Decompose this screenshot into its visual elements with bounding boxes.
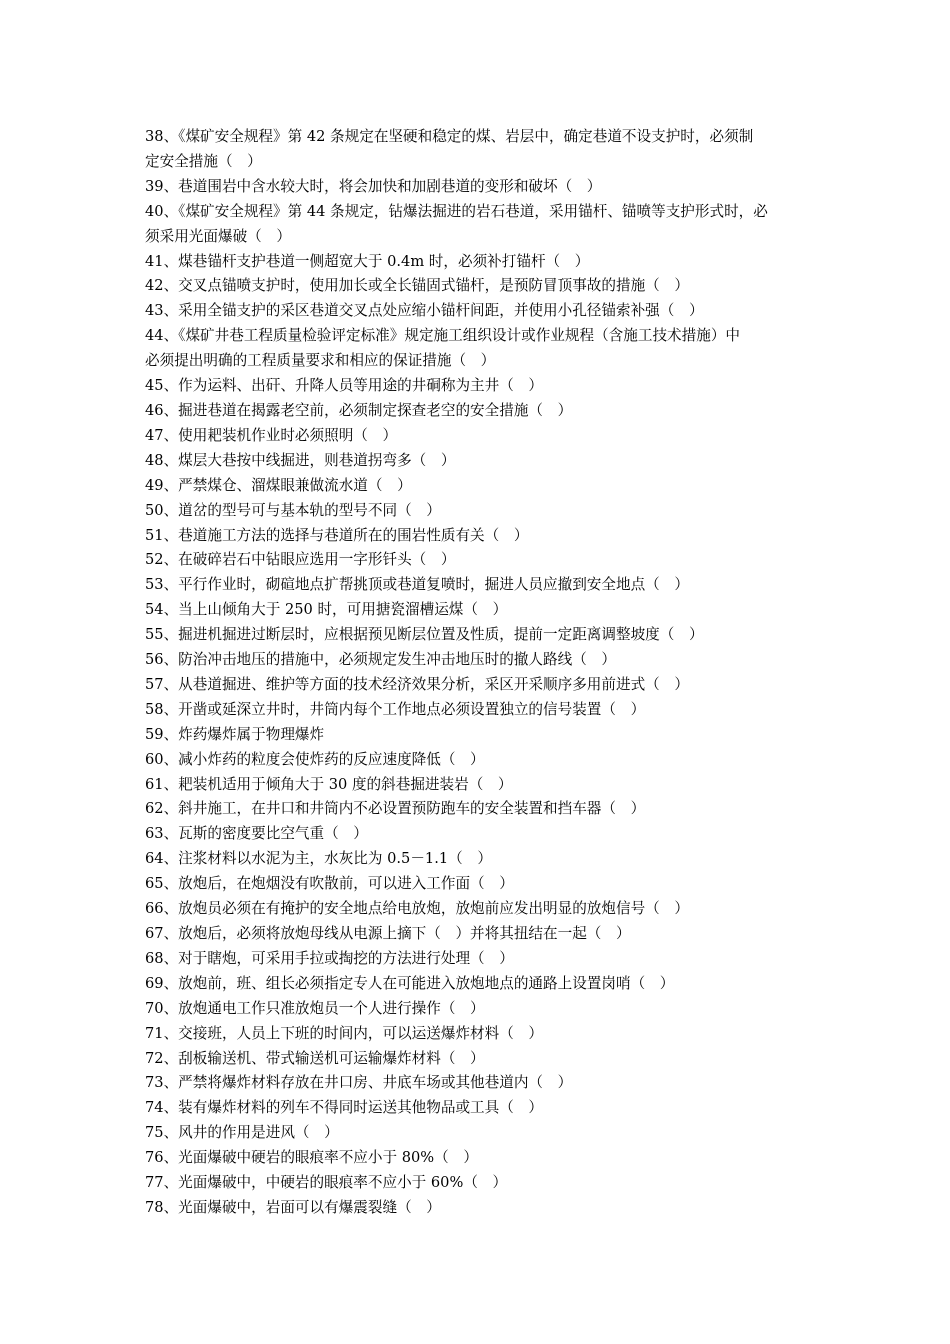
question-line: 43、采用全锚支护的采区巷道交叉点处应缩小锚杆间距，并使用小孔径锚索补强（ ） — [145, 302, 704, 320]
question-line: 57、从巷道掘进、维护等方面的技术经济效果分析，采区开采顺序多用前进式（ ） — [145, 675, 689, 693]
question-line: 67、放炮后，必须将放炮母线从电源上摘下（ ）并将其扭结在一起（ ） — [145, 925, 631, 942]
question-line: 77、光面爆破中，中硬岩的眼痕率不应小于 60%（ ） — [145, 1174, 508, 1192]
question-line: 64、注浆材料以水泥为主，水灰比为 0.5－1.1（ ） — [145, 850, 492, 868]
question-line: 48、煤层大巷按中线掘进，则巷道拐弯多（ ） — [145, 451, 456, 469]
question-line: 59、炸药爆炸属于物理爆炸 — [145, 725, 325, 743]
question-line: 74、装有爆炸材料的列车不得同时运送其他物品或工具（ ） — [145, 1099, 544, 1117]
question-line: 53、平行作业时，砌碹地点扩帮挑顶或巷道复喷时，掘进人员应撤到安全地点（ ） — [145, 576, 689, 594]
question-line: 须采用光面爆破（ ） — [145, 227, 291, 245]
question-line: 70、放炮通电工作只准放炮员一个人进行操作（ ） — [145, 999, 485, 1017]
question-line: 58、开凿或延深立井时，井筒内每个工作地点必须设置独立的信号装置（ ） — [145, 700, 646, 718]
question-line: 40、《煤矿安全规程》第 44 条规定，钻爆法掘进的岩石巷道，采用锚杆、锚喷等支护形式时，必 — [145, 202, 768, 220]
question-line: 50、道岔的型号可与基本轨的型号不同（ ） — [145, 501, 441, 519]
question-line: 72、刮板输送机、带式输送机可运输爆炸材料（ ） — [145, 1049, 485, 1067]
question-line: 65、放炮后，在炮烟没有吹散前，可以进入工作面（ ） — [145, 875, 514, 893]
question-line: 定安全措施（ ） — [145, 152, 262, 170]
question-line: 54、当上山倾角大于 250 时，可用搪瓷溜槽运煤（ ） — [145, 601, 508, 619]
question-line: 52、在破碎岩石中钻眼应选用一字形钎头（ ） — [145, 551, 456, 569]
question-line: 56、防治冲击地压的措施中，必须规定发生冲击地压时的撤人路线（ ） — [145, 651, 616, 669]
question-line: 必须提出明确的工程质量要求和相应的保证措施（ ） — [145, 352, 496, 370]
question-line: 42、交叉点锚喷支护时，使用加长或全长锚固式锚杆，是预防冒顶事故的措施（ ） — [145, 277, 689, 295]
question-line: 44、《煤矿井巷工程质量检验评定标准》规定施工组织设计或作业规程（含施工技术措施）中 — [145, 327, 741, 345]
question-line: 49、严禁煤仓、溜煤眼兼做流水道（ ） — [145, 476, 412, 494]
question-line: 46、掘进巷道在揭露老空前，必须制定探查老空的安全措施（ ） — [145, 401, 573, 419]
question-list — [145, 125, 813, 1221]
question-line: 66、放炮员必须在有掩护的安全地点给电放炮，放炮前应发出明显的放炮信号（ ） — [145, 900, 689, 918]
question-line: 76、光面爆破中硬岩的眼痕率不应小于 80%（ ） — [145, 1149, 478, 1167]
question-line: 62、斜井施工，在井口和井筒内不必设置预防跑车的安全装置和挡车器（ ） — [145, 800, 646, 818]
question-line: 69、放炮前，班、组长必须指定专人在可能进入放炮地点的通路上设置岗哨（ ） — [145, 974, 675, 992]
question-line: 38、《煤矿安全规程》第 42 条规定在坚硬和稳定的煤、岩层中，确定巷道不设支护时，必须制 — [145, 128, 754, 145]
question-line: 39、巷道围岩中含水较大时，将会加快和加剧巷道的变形和破坏（ ） — [145, 177, 602, 195]
question-line: 47、使用耙装机作业时必须照明（ ） — [145, 426, 398, 444]
question-line: 45、作为运料、出矸、升降人员等用途的井硐称为主井（ ） — [145, 377, 544, 395]
question-line: 78、光面爆破中，岩面可以有爆震裂缝（ ） — [145, 1198, 441, 1216]
question-line: 41、煤巷锚杆支护巷道一侧超宽大于 0.4m 时，必须补打锚杆（ ） — [145, 252, 590, 270]
question-line: 75、风井的作用是进风（ ） — [145, 1124, 339, 1142]
question-line: 51、巷道施工方法的选择与巷道所在的围岩性质有关（ ） — [145, 526, 529, 544]
question-line: 71、交接班，人员上下班的时间内，可以运送爆炸材料（ ） — [145, 1024, 544, 1042]
question-line: 61、耙装机适用于倾角大于 30 度的斜巷掘进装岩（ ） — [145, 775, 513, 793]
question-line: 60、减小炸药的粒度会使炸药的反应速度降低（ ） — [145, 750, 485, 768]
question-line: 73、严禁将爆炸材料存放在井口房、井底车场或其他巷道内（ ） — [145, 1074, 573, 1092]
question-line: 63、瓦斯的密度要比空气重（ ） — [145, 825, 368, 843]
question-line: 68、对于瞎炮，可采用手拉或掏挖的方法进行处理（ ） — [145, 949, 514, 967]
question-line: 55、掘进机掘进过断层时，应根据预见断层位置及性质，提前一定距离调整坡度（ ） — [145, 626, 704, 644]
